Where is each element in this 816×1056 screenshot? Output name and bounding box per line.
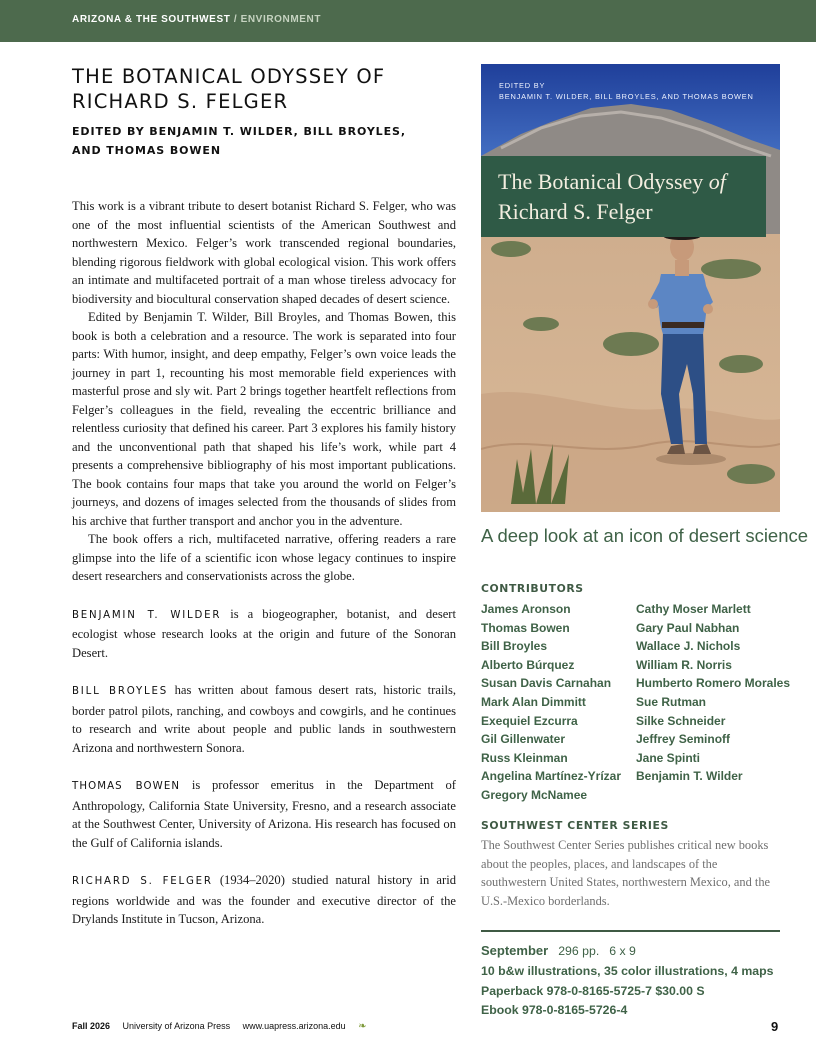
contributor-name: Sue Rutman	[636, 694, 707, 709]
contributors-column-2	[636, 600, 790, 786]
contributor-name: Bill Broyles	[481, 639, 548, 654]
contributor-name: Jeffrey Seminoff	[636, 732, 731, 747]
contributor-name: William R. Norris	[636, 657, 732, 672]
footer-url[interactable]: www.uapress.arizona.edu	[242, 1021, 346, 1031]
specs-divider	[481, 930, 780, 932]
cover-editors-names: BENJAMIN T. WILDER, BILL BROYLES, AND THOMAS BOWEN	[499, 92, 754, 101]
author-name: RICHARD S. FELGER	[72, 876, 213, 887]
author-bio-text: is a biogeographer, botanist, and desert ecologist whose research looks at the origin and future of the Sonoran Desert.	[72, 606, 457, 660]
description-paragraph: Edited by Benjamin T. Wilder, Bill Broyles, and Thomas Bowen, this book is both a celebration and a resource. The work is separated into four parts: With humor, insight, and deep empathy, Felger’s own voice leads the journey in part 1, recounting his most memorable field experiences with masterful prose and sly wit. Part 2 brings together heartfelt reflections from Felger’s colleagues in the field, revealing the eccentric brilliance and relentless curiosity that defined his career. Part 3 explores his family history and the unconventional path that shaped his life’s work, while part 4 presents a comprehensive bibliography of his most important publications. The book contains four maps that take you around the world on Felger’s journeys, and dozens of images selected from the thousands of slides from his archive that further transport and anchor you in the adventure.	[72, 310, 456, 528]
illustration-count: 10 b&w illustrations, 35 color illustrations, 4 maps	[481, 963, 774, 978]
contributor-name: Mark Alan Dimmitt	[481, 694, 586, 709]
footer-season: Fall 2026	[72, 1021, 111, 1031]
author-bio-text: is professor emeritus in the Department of Anthropology, California State University, Fresno, and a research associate at the Southwest Center, University of Arizona. His research has focused on the Gulf of California islands.	[72, 778, 456, 850]
author-bio-text: has written about famous desert rats, historic trails, border patrol pilots, ranching, and cowboys and cowgirls, and he continues to research and write about people and public lands in southwestern Arizona and northwestern Sonora.	[72, 683, 456, 755]
cover-title-line2: Richard S. Felger	[498, 199, 653, 224]
contributor-name: Alberto Búrquez	[481, 657, 575, 672]
contributor-name: Wallace J. Nichols	[636, 639, 741, 654]
page-number: 9	[771, 1019, 779, 1034]
book-title-line1: THE BOTANICAL ODYSSEY OF	[72, 65, 386, 88]
specs-line-1	[481, 941, 773, 962]
breadcrumb	[72, 14, 321, 25]
ebook-isbn: Ebook 978-0-8165-5726-4	[481, 1003, 628, 1018]
contributor-name: Humberto Romero Morales	[636, 676, 791, 691]
contributor-name: Benjamin T. Wilder	[636, 769, 743, 784]
cover-title-of: of	[708, 169, 726, 194]
author-bio	[72, 605, 456, 663]
editors-line1: EDITED BY BENJAMIN T. WILDER, BILL BROYLES,	[72, 125, 406, 138]
book-title-line2: RICHARD S. FELGER	[72, 90, 289, 113]
contributor-name: James Aronson	[481, 602, 571, 616]
contributor-name: Russ Kleinman	[481, 750, 568, 765]
pub-month: September	[481, 943, 549, 958]
left-column	[72, 64, 456, 929]
book-cover-image	[481, 64, 780, 512]
author-bio-text: (1934–2020) studied natural history in arid regions worldwide and was the founder and executive director of the Drylands Institute in Tucson, Arizona.	[72, 873, 457, 926]
cover-title	[498, 167, 726, 227]
author-name: THOMAS BOWEN	[72, 781, 181, 792]
paperback-isbn: Paperback 978-0-8165-5725-7 $30.00 S	[481, 983, 705, 998]
author-bio	[72, 776, 456, 852]
series-heading: SOUTHWEST CENTER SERIES	[481, 819, 669, 832]
book-title	[72, 64, 456, 114]
contributor-name: Exequiel Ezcurra	[481, 713, 578, 728]
contributor-name: Thomas Bowen	[481, 620, 570, 635]
leaf-icon: ❧	[358, 1021, 367, 1032]
author-name: BENJAMIN T. WILDER	[72, 609, 222, 621]
cover-title-line1: The Botanical Odyssey	[498, 169, 709, 194]
trim-size: 6 x 9	[609, 944, 636, 958]
contributor-name: Cathy Moser Marlett	[636, 602, 751, 616]
contributor-name: Angelina Martínez-Yrízar	[481, 769, 622, 784]
series-description: The Southwest Center Series publishes critical new books about the peoples, places, and landscapes of the southwestern United States, northwestern Mexico, and the U.S.-Mexico borderlands.	[481, 838, 771, 908]
description-paragraph: The book offers a rich, multifaceted narrative, offering readers a rare glimpse into the life of a scientific icon whose legacy continues to inspire desert researchers and conservationists across the globe.	[72, 532, 456, 583]
book-tagline: A deep look at an icon of desert science	[481, 525, 809, 546]
cover-editors-label: EDITED BY	[499, 81, 546, 90]
footer-publisher: University of Arizona Press	[122, 1021, 231, 1031]
breadcrumb-subsection: ENVIRONMENT	[240, 14, 322, 25]
book-description	[72, 197, 456, 586]
contributors-column-1	[481, 600, 621, 805]
contributors-heading: CONTRIBUTORS	[481, 582, 584, 595]
contributor-name: Jane Spinti	[636, 750, 701, 765]
contributor-name: Silke Schneider	[636, 713, 726, 728]
author-bio	[72, 871, 456, 929]
contributor-name: Gary Paul Nabhan	[636, 620, 740, 635]
contributor-name: Susan Davis Carnahan	[481, 676, 612, 691]
contributor-name: Gil Gillenwater	[481, 732, 566, 747]
book-editors	[72, 123, 456, 160]
book-specs	[481, 941, 773, 1021]
editors-line2: AND THOMAS BOWEN	[72, 143, 221, 157]
author-bio	[72, 681, 456, 757]
cover-editors	[499, 80, 754, 102]
page-footer	[72, 1021, 377, 1032]
author-name: BILL BROYLES	[72, 686, 168, 697]
breadcrumb-separator: /	[230, 14, 241, 25]
breadcrumb-section: ARIZONA & THE SOUTHWEST	[72, 14, 231, 25]
cover-photo-illustration	[481, 64, 780, 512]
page-count: 296 pp.	[558, 944, 600, 958]
description-paragraph: This work is a vibrant tribute to desert botanist Richard S. Felger, who was one of the most influential scientists of the American Southwest and northwestern Mexico. Felger’s work transcended regional boundaries, blending rigorous fieldwork with global ecological vision. This work offers an intimate and multifaceted portrait of a man whose tireless advocacy for biodiversity and biocultural conservation shaped decades of desert science.	[72, 199, 456, 306]
section-header-bar	[0, 0, 816, 42]
contributor-name: Gregory McNamee	[481, 787, 588, 802]
